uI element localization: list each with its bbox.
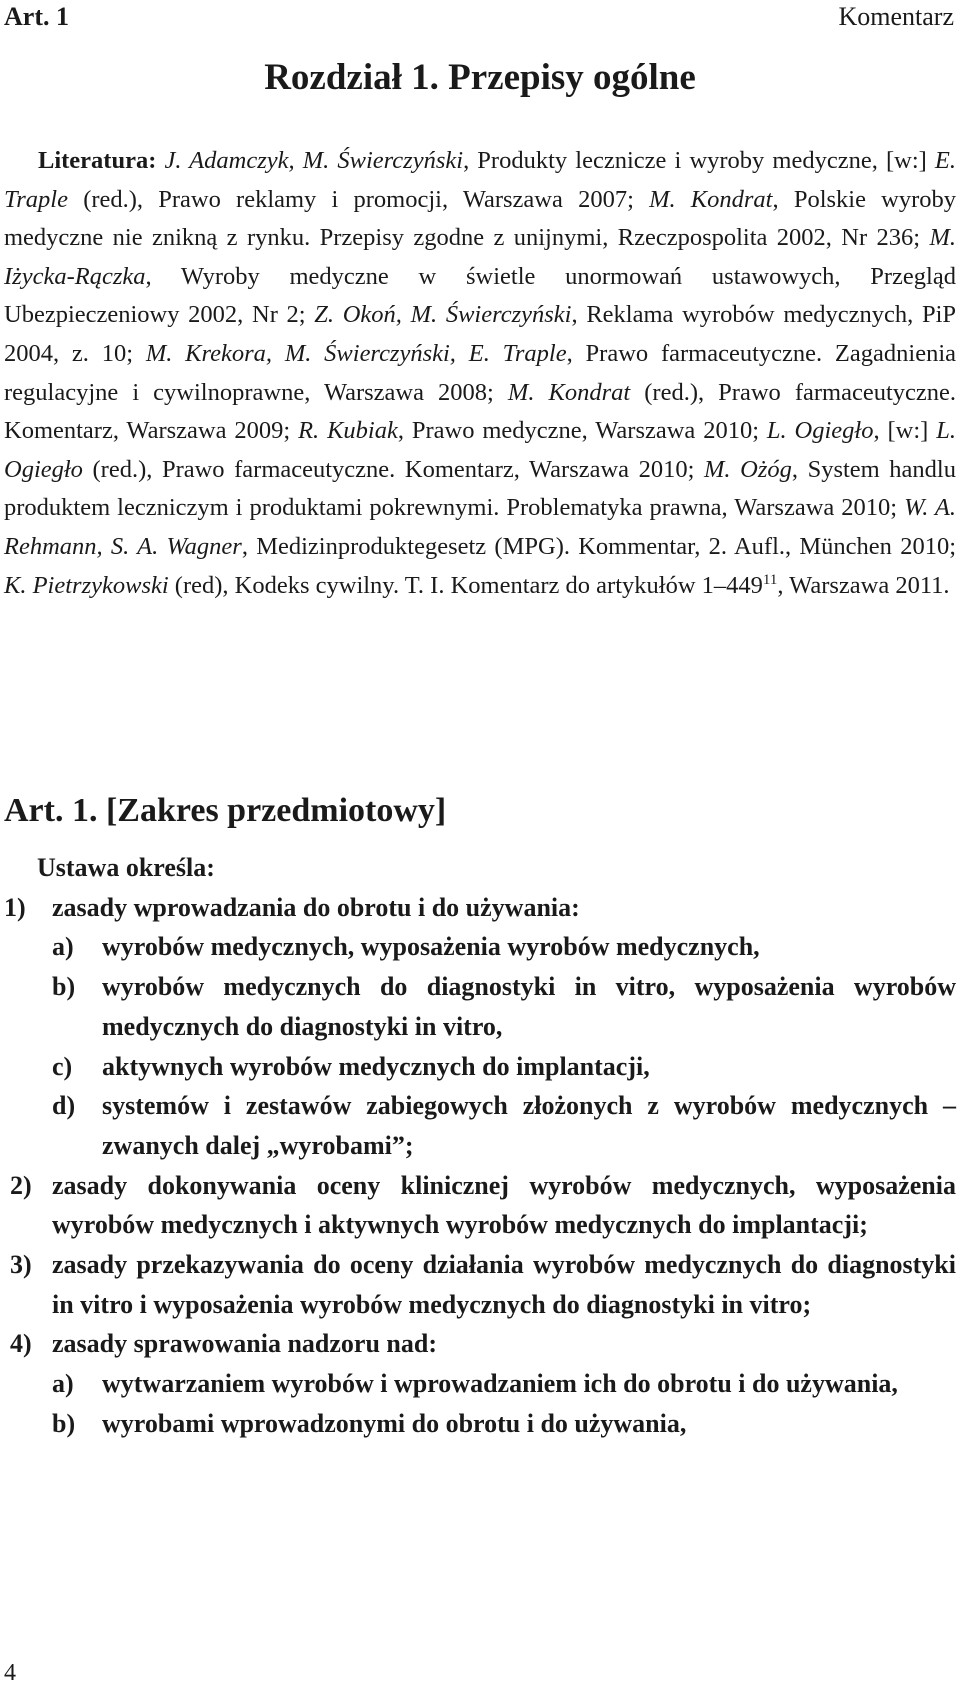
literature-author: M. Iżycka-Rączka <box>4 224 956 290</box>
subitem-text: aktywnych wyrobów medycznych do implantacji, <box>102 1051 650 1081</box>
literature-references <box>4 147 956 599</box>
article-item <box>4 1166 956 1245</box>
running-header-section: Komentarz <box>838 2 954 31</box>
subitem-letter: b) <box>52 1408 76 1438</box>
subitem-text: wyrobami wprowadzonymi do obrotu i do używania, <box>102 1408 687 1438</box>
subitem-text: wyrobów medycznych, wyposażenia wyrobów medycznych, <box>102 932 760 962</box>
literature-author: L. Ogiegło <box>766 417 874 445</box>
literature-author: M. Krekora, M. Świerczyński, E. Traple <box>145 339 567 367</box>
article-intro: Ustawa określa: <box>37 853 215 882</box>
literature-author: Z. Okoń, M. Świerczyński <box>314 301 572 329</box>
literature-text: , Medizinproduktegesetz (MPG). Kommentar, 2. Aufl., München 2010; <box>241 532 957 560</box>
article-items <box>4 888 956 1444</box>
subitem-letter: d) <box>52 1091 76 1121</box>
subitem-letter: a) <box>52 932 74 962</box>
literature-ending: , Warszawa 2011. <box>777 571 950 599</box>
subitem-letter: c) <box>52 1051 73 1081</box>
article-subitem <box>4 1047 956 1087</box>
subitem-text: systemów i zestawów zabiegowych złożonych z wyrobów medycznych – zwanych dalej „wyrobami”; <box>102 1091 956 1160</box>
literature-text: (red.), Prawo farmaceutyczne. Komentarz, Warszawa 2010; <box>82 455 705 483</box>
literature-author: M. Kondrat <box>649 185 773 213</box>
literature-text: (red.), Prawo farmaceutyczne. Komentarz, Warszawa 2009; <box>4 378 956 445</box>
reference-superscript: 11 <box>762 571 778 588</box>
literature-author: K. Pietrzykowski <box>4 571 169 599</box>
literature-label: Literatura: <box>38 147 157 174</box>
item-number: 1) <box>4 892 26 922</box>
literature-text <box>156 147 164 174</box>
subitem-letter: a) <box>52 1369 74 1399</box>
subitem-letter: b) <box>52 972 76 1002</box>
literature-text: (red), Kodeks cywilny. T. I. Komentarz do artykułów 1–449 <box>168 571 763 599</box>
literature-paragraph <box>4 142 956 605</box>
literature-text: , Wyroby medyczne w świetle unormowań ustawowych, Przegląd Ubezpieczeniowy 2002, Nr 2; <box>4 262 956 329</box>
literature-author: L. Ogiegło <box>4 417 957 483</box>
item-text: zasady sprawowania nadzoru nad: <box>52 1329 438 1359</box>
literature-author: M. Ożóg <box>704 455 792 483</box>
item-text: zasady dokonywania oceny klinicznej wyrobów medycznych, wyposażenia wyrobów medycznych i aktywnych wyrobów medycznych do implantacji; <box>52 1170 956 1240</box>
literature-text: , Reklama wyrobów medycznych, PiP 2004, z. 10; <box>4 301 956 367</box>
literature-text: , System handlu produktem leczniczym i produktami pokrewnymi. Problematyka prawna, Warszawa 2010; <box>4 455 956 522</box>
article-subitem <box>4 1086 956 1165</box>
literature-text: , [w:] <box>873 417 937 445</box>
article-subitem <box>4 1404 956 1444</box>
item-number: 4) <box>10 1329 32 1359</box>
subitem-text: wytwarzaniem wyrobów i wprowadzaniem ich do obrotu i do używania, <box>102 1369 898 1399</box>
chapter-title: Rozdział 1. Przepisy ogólne <box>264 57 696 98</box>
article-item <box>4 1245 956 1324</box>
article-subitem <box>4 927 956 967</box>
literature-text: , Prawo farmaceutyczne. Zagadnienia regulacyjne i cywilnoprawne, Warszawa 2008; <box>4 339 956 406</box>
item-number: 3) <box>10 1250 32 1280</box>
article-body <box>4 848 956 1444</box>
literature-text: , Prawo medyczne, Warszawa 2010; <box>397 417 767 445</box>
item-text: zasady wprowadzania do obrotu i do używania: <box>52 892 580 922</box>
article-subitem <box>4 967 956 1046</box>
literature-author: J. Adamczyk, M. Świerczyński <box>164 147 464 174</box>
article-title: Art. 1. [Zakres przedmiotowy] <box>4 792 447 829</box>
literature-author: R. Kubiak <box>298 417 398 445</box>
article-subitem <box>4 1364 956 1404</box>
literature-text: , Polskie wyroby medyczne nie znikną z rynku. Przepisy zgodne z unijnymi, Rzeczpospolita 2002, Nr 236; <box>4 185 957 252</box>
running-header-article: Art. 1 <box>4 2 69 31</box>
article-item <box>4 1324 956 1364</box>
literature-author: W. A. Rehmann, S. A. Wagner <box>4 494 956 560</box>
literature-text: (red.), Prawo reklamy i promocji, Warszawa 2007; <box>68 185 650 213</box>
subitem-text: wyrobów medycznych do diagnostyki in vitro, wyposażenia wyrobów medycznych do diagnostyki in vitro, <box>102 972 956 1041</box>
literature-author: E. Traple <box>4 147 957 213</box>
page-number: 4 <box>4 1660 16 1686</box>
item-number: 2) <box>10 1170 32 1200</box>
item-text: zasady przekazywania do oceny działania wyrobów medycznych do diagnostyki in vitro i wyposażenia wyrobów medycznych do diagnostyki in vitro; <box>52 1250 956 1319</box>
literature-author: M. Kondrat <box>507 378 631 406</box>
article-item <box>4 888 956 928</box>
literature-text: , Produkty lecznicze i wyroby medyczne, [w:] <box>463 147 935 174</box>
